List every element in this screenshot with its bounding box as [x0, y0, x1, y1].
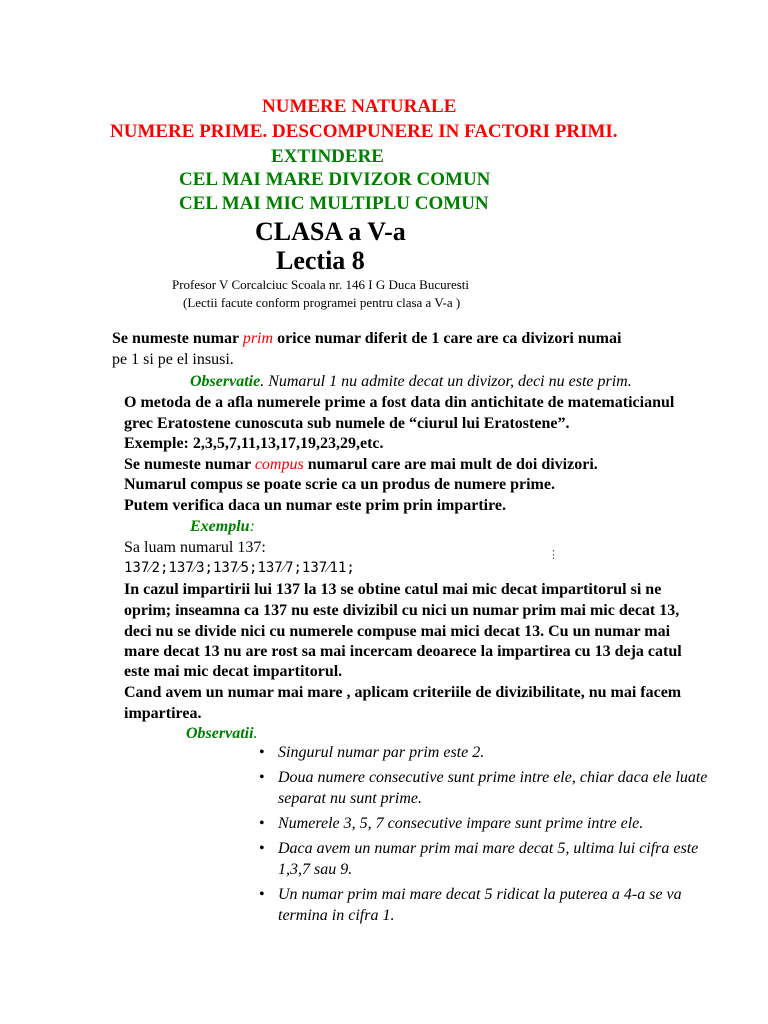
title-cmmmc: CEL MAI MIC MULTIPLU COMUN: [179, 193, 489, 214]
criteria-line2: impartirea.: [124, 705, 202, 722]
criteria-line1: Cand avem un numar mai mare , aplicam criteriile de divizibilitate, nu mai facem: [124, 684, 682, 701]
bullet-icon: •: [259, 815, 265, 832]
title-numere-prime: NUMERE PRIME. DESCOMPUNERE IN FACTORI PRIMI.: [110, 121, 618, 142]
observatie-label: Observatie: [190, 373, 261, 390]
paragraph-line1: In cazul impartirii lui 137 la 13 se obtine catul mai mic decat impartitorul si ne: [124, 581, 662, 598]
def-prim-line1: Se numeste numar prim orice numar diferit de 1 care are ca divizori numai: [112, 330, 622, 347]
list-item: • Doua numere consecutive sunt prime intre ele, chiar daca ele luate separat nu sunt prime.: [259, 769, 708, 807]
list-item: • Numerele 3, 5, 7 consecutive impare sunt prime intre ele.: [259, 815, 644, 832]
title-cmmdc: CEL MAI MARE DIVIZOR COMUN: [179, 169, 491, 190]
paragraph-line2: oprim; inseamna ca 137 nu este divizibil cu nici un numar prim mai mic decat 13,: [124, 602, 680, 619]
paragraph-line3: deci nu se divide nici cu numerele compuse mai mici decat 13. Cu un numar mai: [124, 623, 671, 640]
observatie-1: Observatie. Numarul 1 nu admite decat un divizor, deci nu este prim.: [190, 373, 632, 390]
word-compus: compus: [254, 456, 304, 473]
take-number-line: Sa luam numarul 137:: [124, 539, 266, 556]
verify-line: Putem verifica daca un numar este prim prin impartire.: [124, 497, 507, 514]
bullet-icon: •: [259, 840, 265, 857]
observatii-label: Observatii: [186, 725, 254, 742]
word-prim: prim: [242, 330, 274, 347]
observatii-heading: Observatii.: [186, 725, 258, 742]
def-compus-line: Se numeste numar compus numarul care are mai mult de doi divizori.: [124, 456, 598, 473]
list-item: • Un numar prim mai mare decat 5 ridicat la puterea a 4-a se va termina in cifra 1.: [259, 886, 682, 924]
title-extindere: EXTINDERE: [271, 146, 384, 167]
paragraph-line4: mare decat 13 nu are rost sa mai incercam deoarece la impartirea cu 13 deja catul: [124, 643, 682, 660]
observatii-list: [256, 742, 726, 930]
paragraph-line5: este mai mic decat impartitorul.: [124, 663, 343, 680]
bullet-icon: •: [259, 769, 265, 786]
exemplu-heading: Exemplu:: [190, 518, 255, 535]
examples-line: Exemple: 2,3,5,7,11,13,17,19,23,29,etc.: [124, 435, 384, 452]
class-label: CLASA a V-a: [255, 217, 406, 246]
author-line: Profesor V Corcalciuc Scoala nr. 146 I G Duca Bucuresti: [172, 277, 470, 292]
exemplu-label: Exemplu: [190, 518, 250, 535]
lesson-number: Lectia 8: [276, 246, 365, 275]
eratostene-line2: grec Eratostene cunoscuta sub numele de “ciurul lui Eratostene”.: [124, 415, 570, 432]
def-prim-line2: pe 1 si pe el insusi.: [112, 351, 234, 368]
division-sequence: 137⁄2;137⁄3;137⁄5;137⁄7;137⁄11;: [124, 560, 355, 576]
bullet-icon: •: [259, 886, 265, 903]
compus-product-line: Numarul compus se poate scrie ca un produs de numere prime.: [124, 476, 555, 493]
bullet-icon: •: [259, 744, 265, 761]
title-numere-naturale: NUMERE NATURALE: [262, 96, 457, 117]
eratostene-line1: O metoda de a afla numerele prime a fost data din antichitate de matematicianul: [124, 394, 675, 411]
program-note: (Lectii facute conform programei pentru clasa a V-a ): [183, 295, 461, 310]
vertical-ellipsis: ⋮: [548, 549, 559, 561]
list-item: • Daca avem un numar prim mai mare decat 5, ultima lui cifra este 1,3,7 sau 9.: [259, 840, 699, 878]
list-item: • Singurul numar par prim este 2.: [259, 744, 485, 761]
